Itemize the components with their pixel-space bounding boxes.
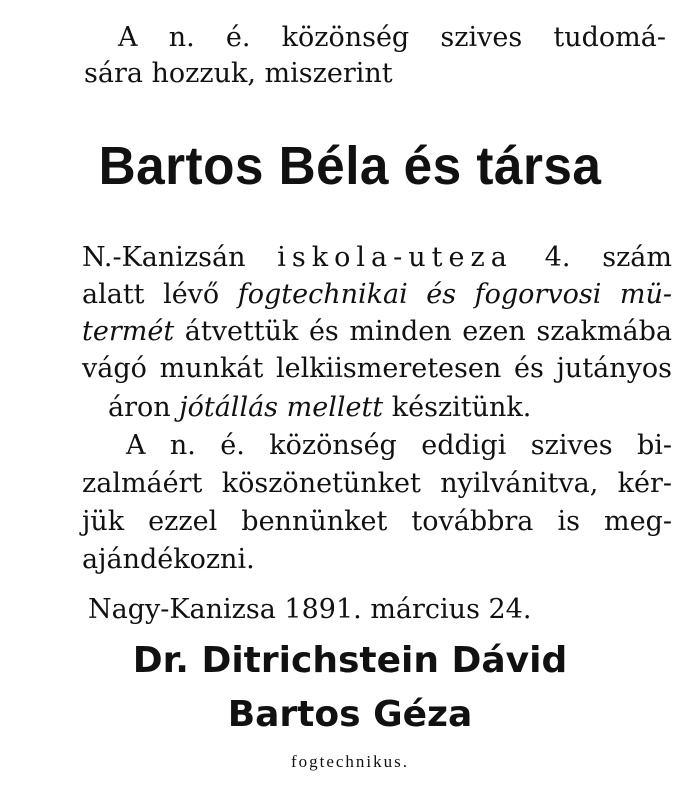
italic-text: jótállás mellett (179, 392, 384, 423)
signature-name-2: Bartos Géza (227, 694, 473, 735)
body-line-1 (82, 240, 672, 276)
body-text: átvettük és minden ezen szakmába (174, 316, 672, 347)
body-text: alatt lévő (82, 279, 238, 310)
body-text: áron (108, 392, 180, 423)
body-line-4: vágó munkát lelkiismeretesen és jutányos (82, 353, 672, 384)
body-line-6: A n. é. közönség eddigi szives bi- (126, 430, 672, 461)
body-text: N.-Kanizsán (82, 242, 278, 273)
body-line-5 (108, 390, 531, 426)
signature-name-1: Dr. Ditrichstein Dávid (132, 640, 568, 681)
body-line-9: ajándékozni. (82, 544, 255, 575)
intro-line-2: sára hozzuk, miszerint (84, 58, 393, 89)
italic-text: termét (82, 316, 175, 347)
intro-line-1: A n. é. közönség szives tudomá- (118, 22, 666, 53)
body-line-3 (82, 314, 672, 350)
body-line-7: zalmáért köszönetünket nyilvánitva, kér- (82, 468, 672, 499)
body-text: 4. szám (512, 242, 672, 273)
italic-text: fogtechnikai és fogorvosi mü- (237, 279, 672, 310)
dateline: Nagy-Kanizsa 1891. március 24. (88, 594, 532, 625)
body-text: készitünk. (383, 392, 532, 423)
body-line-2 (82, 277, 672, 313)
body-line-8: jük ezzel bennünket továbbra is meg- (82, 506, 672, 537)
signature-title: fogtechnikus. (290, 752, 410, 771)
street-name: iskola-uteza (277, 242, 513, 273)
headline: Bartos Béla és társa (98, 136, 602, 196)
